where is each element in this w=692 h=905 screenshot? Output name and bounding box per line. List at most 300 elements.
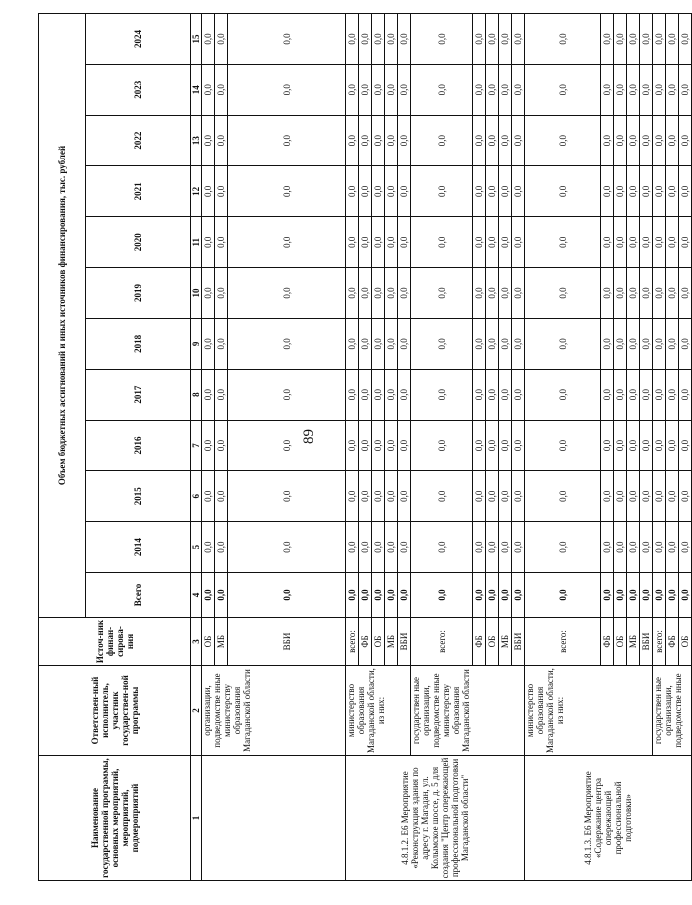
column-number: 10 (191, 268, 202, 319)
year-value: 0,0 (499, 471, 512, 522)
year-value: 0,0 (601, 522, 614, 573)
year-value: 0,0 (486, 166, 499, 217)
year-value: 0,0 (653, 420, 666, 471)
total-value: 0,0 (666, 573, 679, 618)
year-value: 0,0 (202, 522, 215, 573)
year-value: 0,0 (666, 420, 679, 471)
year-header: 2015 (86, 471, 191, 522)
year-value: 0,0 (525, 268, 601, 319)
year-value: 0,0 (473, 369, 486, 420)
year-value: 0,0 (627, 522, 640, 573)
year-value: 0,0 (627, 64, 640, 115)
column-number: 6 (191, 471, 202, 522)
year-value: 0,0 (359, 522, 372, 573)
year-value: 0,0 (486, 268, 499, 319)
year-value: 0,0 (614, 522, 627, 573)
year-value: 0,0 (359, 318, 372, 369)
year-value: 0,0 (385, 14, 398, 65)
executor: государствен ные организации, подведомстве нные министерству образования Магаданской области (411, 666, 525, 756)
measure-name: 4.8.1.3. Е6 Мероприятие «Содержание центра опережающей профессиональной подготовки» (525, 756, 692, 881)
year-value: 0,0 (601, 14, 614, 65)
year-value: 0,0 (486, 318, 499, 369)
year-value: 0,0 (640, 318, 653, 369)
year-value: 0,0 (640, 217, 653, 268)
year-value: 0,0 (473, 217, 486, 268)
year-value: 0,0 (653, 217, 666, 268)
year-value: 0,0 (215, 217, 228, 268)
year-value: 0,0 (601, 115, 614, 166)
year-value: 0,0 (473, 268, 486, 319)
column-number: 12 (191, 166, 202, 217)
year-value: 0,0 (525, 217, 601, 268)
column-number: 4 (191, 573, 202, 618)
year-value: 0,0 (499, 522, 512, 573)
year-header: 2021 (86, 166, 191, 217)
total-value: 0,0 (473, 573, 486, 618)
year-value: 0,0 (398, 522, 411, 573)
year-value: 0,0 (679, 420, 692, 471)
year-value: 0,0 (614, 471, 627, 522)
year-value: 0,0 (499, 420, 512, 471)
year-value: 0,0 (653, 268, 666, 319)
measure-name (202, 756, 346, 881)
year-value: 0,0 (385, 268, 398, 319)
total-value: 0,0 (411, 573, 473, 618)
year-value: 0,0 (614, 268, 627, 319)
year-value: 0,0 (346, 217, 359, 268)
funding-source: всего: (525, 618, 601, 666)
year-header: 2014 (86, 522, 191, 573)
year-value: 0,0 (653, 318, 666, 369)
year-value: 0,0 (215, 14, 228, 65)
year-value: 0,0 (398, 115, 411, 166)
year-value: 0,0 (525, 369, 601, 420)
column-number: 8 (191, 369, 202, 420)
year-value: 0,0 (398, 268, 411, 319)
year-value: 0,0 (411, 522, 473, 573)
year-value: 0,0 (346, 420, 359, 471)
year-value: 0,0 (512, 217, 525, 268)
funding-source: МБ (385, 618, 398, 666)
year-value: 0,0 (653, 166, 666, 217)
year-value: 0,0 (601, 420, 614, 471)
year-value: 0,0 (202, 318, 215, 369)
funding-source: МБ (215, 618, 228, 666)
year-value: 0,0 (215, 522, 228, 573)
year-value: 0,0 (411, 166, 473, 217)
year-value: 0,0 (640, 522, 653, 573)
year-value: 0,0 (512, 522, 525, 573)
funding-source: ОБ (679, 618, 692, 666)
year-header: 2019 (86, 268, 191, 319)
col-exec-header: Ответствен-ный исполнитель, участник государствен-ной программы (39, 666, 191, 756)
year-value: 0,0 (372, 318, 385, 369)
year-header: 2022 (86, 115, 191, 166)
year-value: 0,0 (398, 166, 411, 217)
year-value: 0,0 (372, 369, 385, 420)
year-value: 0,0 (372, 471, 385, 522)
year-value: 0,0 (385, 166, 398, 217)
year-value: 0,0 (627, 166, 640, 217)
year-value: 0,0 (640, 420, 653, 471)
year-value: 0,0 (640, 14, 653, 65)
year-value: 0,0 (228, 471, 346, 522)
year-value: 0,0 (202, 471, 215, 522)
year-value: 0,0 (525, 318, 601, 369)
year-value: 0,0 (679, 166, 692, 217)
year-value: 0,0 (640, 166, 653, 217)
year-value: 0,0 (372, 522, 385, 573)
year-value: 0,0 (627, 369, 640, 420)
year-value: 0,0 (512, 14, 525, 65)
column-number: 9 (191, 318, 202, 369)
year-value: 0,0 (614, 369, 627, 420)
year-value: 0,0 (215, 420, 228, 471)
year-value: 0,0 (346, 268, 359, 319)
year-value: 0,0 (499, 217, 512, 268)
year-value: 0,0 (627, 217, 640, 268)
total-value: 0,0 (525, 573, 601, 618)
funding-source: ОБ (202, 618, 215, 666)
year-value: 0,0 (525, 420, 601, 471)
funding-source: ОБ (486, 618, 499, 666)
column-number: 5 (191, 522, 202, 573)
year-value: 0,0 (640, 471, 653, 522)
year-value: 0,0 (202, 166, 215, 217)
column-number: 7 (191, 420, 202, 471)
year-value: 0,0 (411, 471, 473, 522)
table-row (346, 14, 359, 881)
year-value: 0,0 (627, 268, 640, 319)
year-value: 0,0 (372, 14, 385, 65)
col-name-header: Наименование государственной программы, основных мероприятий, мероприятий, подмероприятий (39, 756, 191, 881)
funding-source: ФБ (666, 618, 679, 666)
year-value: 0,0 (228, 217, 346, 268)
total-value: 0,0 (346, 573, 359, 618)
year-value: 0,0 (359, 217, 372, 268)
year-value: 0,0 (653, 14, 666, 65)
rotated-page (38, 13, 690, 881)
total-value: 0,0 (486, 573, 499, 618)
year-value: 0,0 (512, 115, 525, 166)
page-number: 89 (301, 429, 317, 444)
total-value: 0,0 (679, 573, 692, 618)
year-value: 0,0 (228, 522, 346, 573)
year-value: 0,0 (359, 369, 372, 420)
year-value: 0,0 (372, 217, 385, 268)
year-value: 0,0 (473, 318, 486, 369)
funding-source: ФБ (601, 618, 614, 666)
column-number: 15 (191, 14, 202, 65)
year-value: 0,0 (627, 318, 640, 369)
year-value: 0,0 (473, 64, 486, 115)
year-value: 0,0 (411, 64, 473, 115)
year-value: 0,0 (385, 217, 398, 268)
year-value: 0,0 (411, 420, 473, 471)
year-value: 0,0 (679, 115, 692, 166)
total-value: 0,0 (372, 573, 385, 618)
total-value: 0,0 (627, 573, 640, 618)
year-value: 0,0 (640, 369, 653, 420)
year-value: 0,0 (486, 420, 499, 471)
year-value: 0,0 (512, 318, 525, 369)
funding-source: МБ (499, 618, 512, 666)
year-value: 0,0 (411, 268, 473, 319)
year-value: 0,0 (398, 217, 411, 268)
year-value: 0,0 (525, 471, 601, 522)
year-value: 0,0 (372, 64, 385, 115)
year-value: 0,0 (228, 115, 346, 166)
year-value: 0,0 (486, 217, 499, 268)
year-value: 0,0 (411, 14, 473, 65)
year-value: 0,0 (473, 115, 486, 166)
year-value: 0,0 (614, 420, 627, 471)
year-value: 0,0 (486, 369, 499, 420)
year-value: 0,0 (215, 471, 228, 522)
year-value: 0,0 (359, 14, 372, 65)
funding-source: ВБИ (228, 618, 346, 666)
year-value: 0,0 (601, 166, 614, 217)
year-value: 0,0 (627, 420, 640, 471)
funding-table (38, 13, 692, 881)
year-value: 0,0 (679, 522, 692, 573)
year-value: 0,0 (372, 115, 385, 166)
column-number: 14 (191, 64, 202, 115)
year-value: 0,0 (499, 115, 512, 166)
year-value: 0,0 (486, 14, 499, 65)
year-value: 0,0 (346, 318, 359, 369)
year-value: 0,0 (346, 471, 359, 522)
total-value: 0,0 (398, 573, 411, 618)
year-value: 0,0 (228, 14, 346, 65)
year-value: 0,0 (666, 522, 679, 573)
table-row (411, 14, 473, 881)
year-value: 0,0 (653, 471, 666, 522)
year-value: 0,0 (411, 318, 473, 369)
year-value: 0,0 (215, 166, 228, 217)
column-number: 13 (191, 115, 202, 166)
year-value: 0,0 (679, 471, 692, 522)
year-value: 0,0 (679, 369, 692, 420)
year-value: 0,0 (202, 268, 215, 319)
total-value: 0,0 (385, 573, 398, 618)
year-value: 0,0 (614, 14, 627, 65)
year-value: 0,0 (359, 64, 372, 115)
year-value: 0,0 (359, 115, 372, 166)
year-value: 0,0 (666, 166, 679, 217)
year-header: 2017 (86, 369, 191, 420)
year-value: 0,0 (215, 268, 228, 319)
year-value: 0,0 (525, 166, 601, 217)
year-header: 2024 (86, 14, 191, 65)
year-value: 0,0 (640, 268, 653, 319)
total-value: 0,0 (359, 573, 372, 618)
year-value: 0,0 (228, 369, 346, 420)
year-value: 0,0 (372, 420, 385, 471)
year-value: 0,0 (525, 522, 601, 573)
funding-source: всего: (346, 618, 359, 666)
year-value: 0,0 (346, 115, 359, 166)
year-value: 0,0 (398, 318, 411, 369)
year-value: 0,0 (202, 217, 215, 268)
funding-source: ВБИ (512, 618, 525, 666)
year-value: 0,0 (228, 318, 346, 369)
year-value: 0,0 (486, 471, 499, 522)
year-value: 0,0 (512, 420, 525, 471)
total-value: 0,0 (499, 573, 512, 618)
year-value: 0,0 (411, 369, 473, 420)
year-value: 0,0 (653, 369, 666, 420)
year-value: 0,0 (228, 166, 346, 217)
year-value: 0,0 (473, 522, 486, 573)
year-value: 0,0 (385, 115, 398, 166)
year-value: 0,0 (499, 14, 512, 65)
year-value: 0,0 (359, 166, 372, 217)
year-value: 0,0 (666, 369, 679, 420)
year-value: 0,0 (359, 471, 372, 522)
col-source-header: Источ-ник финан-сирова-ния (39, 618, 191, 666)
total-value: 0,0 (202, 573, 215, 618)
funding-source: ФБ (473, 618, 486, 666)
year-value: 0,0 (202, 420, 215, 471)
year-value: 0,0 (525, 14, 601, 65)
year-header: 2023 (86, 64, 191, 115)
year-value: 0,0 (512, 268, 525, 319)
funding-source: МБ (627, 618, 640, 666)
table-row (202, 14, 215, 881)
year-value: 0,0 (627, 115, 640, 166)
year-value: 0,0 (473, 166, 486, 217)
year-value: 0,0 (411, 217, 473, 268)
year-value: 0,0 (359, 420, 372, 471)
funding-title: Объем бюджетных ассигнований и иных источников финансирования, тыс. рублей (39, 14, 86, 618)
year-value: 0,0 (499, 318, 512, 369)
total-value: 0,0 (215, 573, 228, 618)
year-value: 0,0 (601, 64, 614, 115)
year-value: 0,0 (499, 166, 512, 217)
year-value: 0,0 (202, 64, 215, 115)
year-value: 0,0 (627, 14, 640, 65)
year-value: 0,0 (202, 369, 215, 420)
year-value: 0,0 (359, 268, 372, 319)
year-value: 0,0 (614, 166, 627, 217)
year-value: 0,0 (398, 14, 411, 65)
funding-source: ОБ (372, 618, 385, 666)
year-value: 0,0 (653, 64, 666, 115)
executor: государствен ные организации, подведомстве нные (653, 666, 692, 756)
year-value: 0,0 (614, 115, 627, 166)
funding-source: всего: (411, 618, 473, 666)
year-value: 0,0 (512, 166, 525, 217)
column-number: 3 (191, 618, 202, 666)
year-value: 0,0 (486, 522, 499, 573)
year-value: 0,0 (614, 318, 627, 369)
year-value: 0,0 (679, 14, 692, 65)
year-value: 0,0 (666, 217, 679, 268)
year-value: 0,0 (398, 369, 411, 420)
year-value: 0,0 (486, 64, 499, 115)
year-value: 0,0 (499, 64, 512, 115)
year-value: 0,0 (627, 471, 640, 522)
year-value: 0,0 (202, 14, 215, 65)
year-value: 0,0 (215, 318, 228, 369)
year-value: 0,0 (398, 64, 411, 115)
year-value: 0,0 (346, 14, 359, 65)
year-value: 0,0 (228, 268, 346, 319)
year-header: 2016 (86, 420, 191, 471)
year-value: 0,0 (346, 522, 359, 573)
year-value: 0,0 (640, 64, 653, 115)
funding-source: ФБ (359, 618, 372, 666)
year-value: 0,0 (679, 217, 692, 268)
year-value: 0,0 (653, 522, 666, 573)
year-value: 0,0 (512, 64, 525, 115)
year-value: 0,0 (228, 420, 346, 471)
year-header: 2020 (86, 217, 191, 268)
year-value: 0,0 (614, 217, 627, 268)
year-value: 0,0 (385, 369, 398, 420)
year-value: 0,0 (385, 420, 398, 471)
year-header: 2018 (86, 318, 191, 369)
year-value: 0,0 (372, 268, 385, 319)
funding-source: ОБ (614, 618, 627, 666)
executor: министерство образования Магаданской области, из них: (525, 666, 653, 756)
year-value: 0,0 (398, 471, 411, 522)
year-value: 0,0 (473, 420, 486, 471)
year-value: 0,0 (601, 268, 614, 319)
year-value: 0,0 (679, 268, 692, 319)
total-value: 0,0 (228, 573, 346, 618)
year-value: 0,0 (202, 115, 215, 166)
total-value: 0,0 (601, 573, 614, 618)
year-value: 0,0 (385, 471, 398, 522)
year-value: 0,0 (525, 115, 601, 166)
funding-source: ВБИ (640, 618, 653, 666)
year-value: 0,0 (666, 268, 679, 319)
column-number: 1 (191, 756, 202, 881)
year-value: 0,0 (512, 471, 525, 522)
year-value: 0,0 (385, 522, 398, 573)
executor: организации, подведомстве нные министерству образования Магаданской области (202, 666, 346, 756)
year-value: 0,0 (653, 115, 666, 166)
year-value: 0,0 (215, 115, 228, 166)
year-value: 0,0 (525, 64, 601, 115)
year-value: 0,0 (398, 420, 411, 471)
year-value: 0,0 (601, 217, 614, 268)
year-value: 0,0 (640, 115, 653, 166)
total-value: 0,0 (653, 573, 666, 618)
total-value: 0,0 (640, 573, 653, 618)
year-value: 0,0 (411, 115, 473, 166)
year-value: 0,0 (614, 64, 627, 115)
executor: министерство образования Магаданской области, из них: (346, 666, 411, 756)
funding-source: всего: (653, 618, 666, 666)
funding-source: ВБИ (398, 618, 411, 666)
year-value: 0,0 (499, 268, 512, 319)
year-value: 0,0 (601, 471, 614, 522)
year-value: 0,0 (215, 64, 228, 115)
year-value: 0,0 (512, 369, 525, 420)
year-value: 0,0 (372, 166, 385, 217)
table-row (653, 14, 666, 881)
year-value: 0,0 (385, 318, 398, 369)
col-total-header: Всего (86, 573, 191, 618)
year-value: 0,0 (666, 64, 679, 115)
year-value: 0,0 (666, 115, 679, 166)
year-value: 0,0 (666, 14, 679, 65)
year-value: 0,0 (666, 471, 679, 522)
year-value: 0,0 (385, 64, 398, 115)
